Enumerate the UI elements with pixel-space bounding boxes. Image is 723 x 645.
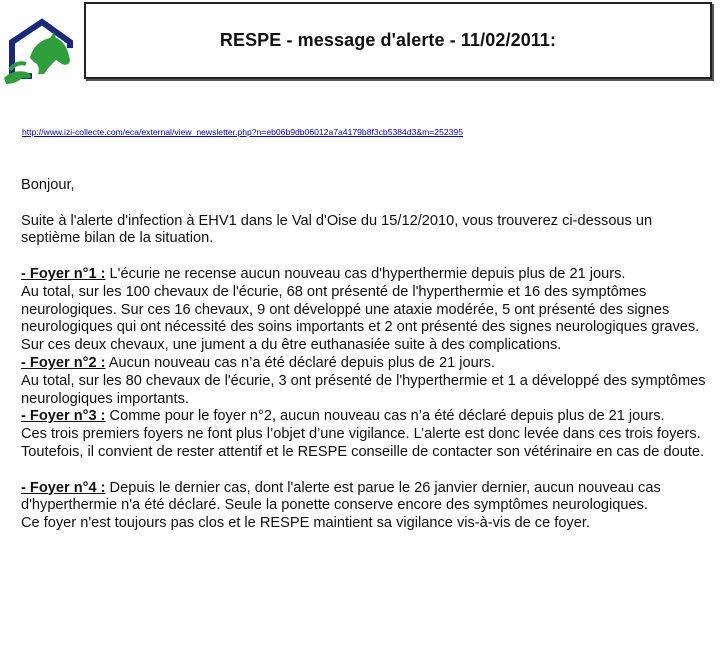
foyer-2-detail: Au total, sur les 80 chevaux de l'écurie, 3 ont présenté de l'hyperthermie et 1 a développé des symptômes neurologiques importants. [21, 372, 706, 407]
foyer-2-label: - Foyer n°2 : [21, 354, 106, 371]
page-title: RESPE - message d'alerte - 11/02/2011: [219, 30, 557, 50]
conclusion-paragraph-2: Toutefois, il convient de rester attentif et le RESPE conseille de contacter son vétérinaire en cas de doute. [21, 443, 705, 460]
greeting: Bonjour, [21, 177, 75, 193]
foyer-4-detail: Ce foyer n'est toujours pas clos et le RESPE maintient sa vigilance vis-à-vis de ce foyer. [21, 515, 590, 532]
foyer-3-label: - Foyer n°3 : [21, 408, 106, 425]
foyer-4-label: - Foyer n°4 : [21, 479, 106, 496]
foyer-1-text: L'écurie ne recense aucun nouveau cas d'hyperthermie depuis plus de 21 jours. [105, 265, 626, 282]
foyer-2-text: Aucun nouveau cas n’a été déclaré depuis plus de 21 jours. [105, 354, 495, 371]
foyer-3-text: Comme pour le foyer n°2, aucun nouveau cas n’a été déclaré depuis plus de 21 jours. [105, 408, 665, 425]
message-body [21, 177, 711, 533]
horse-head-house-logo-icon [2, 18, 74, 90]
foyer-3-summary [21, 408, 711, 426]
conclusion-paragraph-1: Ces trois premiers foyers ne font plus l’objet d’une vigilance. L’alerte est donc levée dans ces trois foyers. [21, 426, 701, 443]
foyer-2-summary [21, 355, 711, 373]
foyer-1-detail: Au total, sur les 100 chevaux de l'écurie, 68 ont présenté de l'hyperthermie et 16 des symptômes neurologiques. Sur ces 16 chevaux, 9 ont développé une ataxie modérée, 5 ont présenté des signes neurologiques qui ont nécessité des soins importants et 2 ont présenté des signes neurologiques graves. Sur ces deux chevaux, une jument a du être euthanasiée suite à des complications. [21, 283, 700, 354]
intro-paragraph: Suite à l'alerte d'infection à EHV1 dans le Val d'Oise du 15/12/2010, vous trouverez ci-dessous un septième bilan de la situation. [21, 212, 653, 247]
foyer-1-label: - Foyer n°1 : [21, 265, 106, 282]
newsletter-link[interactable]: http://www.izi-collecte.com/eca/external/view_newsletter.php?n=eb06b9db06012a7a4179b8f3cb5384d3&m=252395 [22, 127, 463, 137]
foyer-4-text: Depuis le dernier cas, dont l'alerte est parue le 26 janvier dernier, aucun nouveau cas d'hyperthermie n'a été déclaré. Seule la ponette conserve encore des symptômes neurologiques. [21, 479, 661, 514]
title-box [84, 2, 712, 79]
respe-logo [2, 18, 74, 90]
foyer-4-summary [21, 480, 711, 516]
foyer-1-summary [21, 266, 711, 284]
